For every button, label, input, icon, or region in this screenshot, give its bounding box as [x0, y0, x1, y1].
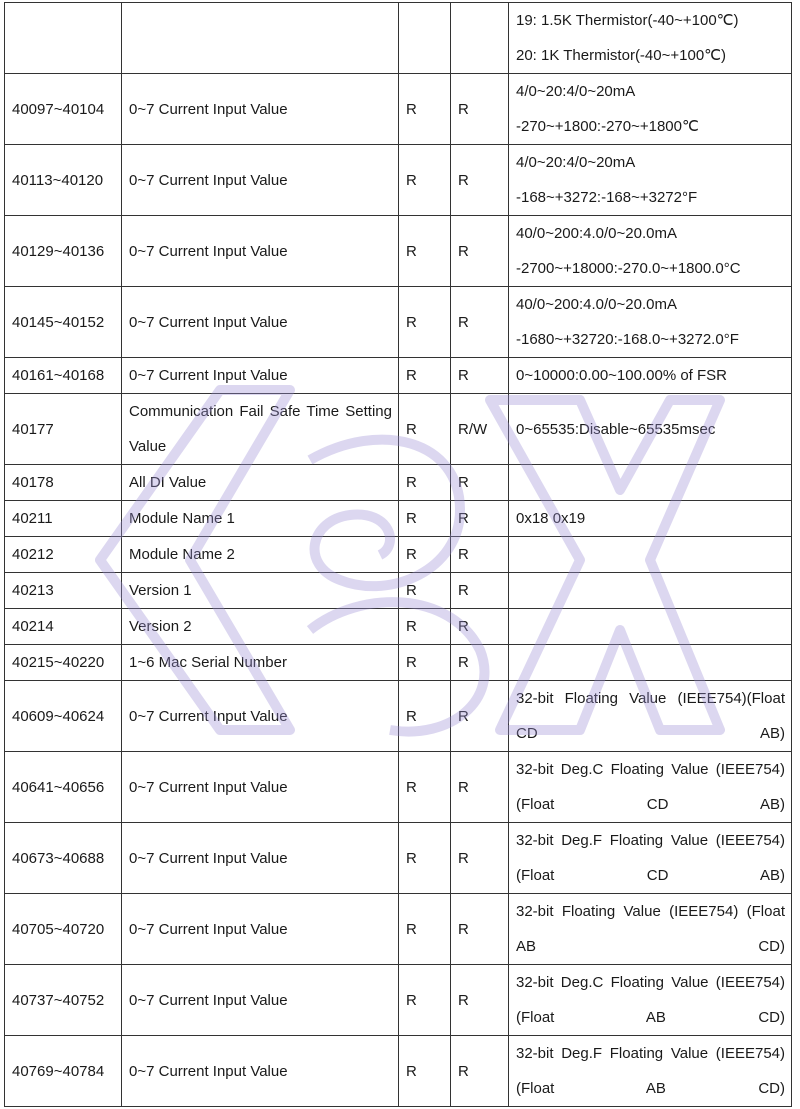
- description-cell: 0~7 Current Input Value: [122, 216, 399, 287]
- access-cell: R: [399, 965, 451, 1036]
- range-line: -2700~+18000:-270.0~+1800.0°C: [516, 260, 741, 277]
- access-cell: R: [399, 645, 451, 681]
- access-cell: R: [451, 216, 509, 287]
- address-cell: 40609~40624: [5, 681, 122, 752]
- register-table-body: [5, 3, 792, 1107]
- range-line: 32-bit Deg.C Floating Value (IEEE754)(Float CD AB): [516, 761, 785, 813]
- range-cell: [509, 965, 792, 1036]
- access-cell: R: [451, 74, 509, 145]
- access-cell: R: [451, 465, 509, 501]
- range-line: 0~10000:0.00~100.00% of FSR: [516, 367, 727, 384]
- address-cell: 40673~40688: [5, 823, 122, 894]
- access-cell: R: [399, 145, 451, 216]
- range-line: 32-bit Floating Value (IEEE754)(Float CD AB): [516, 690, 785, 742]
- range-line: 32-bit Deg.F Floating Value (IEEE754)(Float CD AB): [516, 832, 785, 884]
- description-cell: 0~7 Current Input Value: [122, 894, 399, 965]
- description-cell: 0~7 Current Input Value: [122, 965, 399, 1036]
- access-cell: R: [399, 394, 451, 465]
- range-cell: [509, 681, 792, 752]
- address-cell: 40211: [5, 501, 122, 537]
- range-line: 4/0~20:4/0~20mA: [516, 83, 636, 100]
- range-cell: [509, 358, 792, 394]
- table-row: [5, 537, 792, 573]
- address-cell: 40113~40120: [5, 145, 122, 216]
- range-cell: [509, 1036, 792, 1107]
- address-cell: 40214: [5, 609, 122, 645]
- table-row: [5, 1036, 792, 1107]
- range-line: 40/0~200:4.0/0~20.0mA: [516, 225, 677, 242]
- address-cell: 40705~40720: [5, 894, 122, 965]
- address-cell: 40769~40784: [5, 1036, 122, 1107]
- table-row: [5, 645, 792, 681]
- range-line: 0~65535:Disable~65535msec: [516, 420, 716, 438]
- table-row: [5, 823, 792, 894]
- access-cell: R: [451, 681, 509, 752]
- access-cell: R: [451, 501, 509, 537]
- range-cell: [509, 501, 792, 537]
- range-line: 32-bit Floating Value (IEEE754) (Float AB CD): [516, 903, 785, 955]
- range-line: 32-bit Deg.C Floating Value (IEEE754) (Float AB CD): [516, 974, 785, 1026]
- table-row: [5, 965, 792, 1036]
- access-cell: R: [451, 537, 509, 573]
- access-cell: R: [399, 358, 451, 394]
- table-row: [5, 74, 792, 145]
- address-cell: 40177: [5, 394, 122, 465]
- access-cell: R: [451, 645, 509, 681]
- range-cell: [509, 573, 792, 609]
- range-line: 32-bit Deg.F Floating Value (IEEE754) (Float AB CD): [516, 1045, 785, 1097]
- range-cell: [509, 394, 792, 465]
- table-row: [5, 394, 792, 465]
- access-cell: R: [399, 609, 451, 645]
- register-table: [4, 2, 792, 1107]
- access-cell: R: [399, 537, 451, 573]
- table-row: [5, 752, 792, 823]
- description-cell: 0~7 Current Input Value: [122, 752, 399, 823]
- access-cell: R: [399, 573, 451, 609]
- table-row: [5, 573, 792, 609]
- range-line: 4/0~20:4/0~20mA: [516, 154, 636, 171]
- access-cell: R: [451, 145, 509, 216]
- table-row: [5, 894, 792, 965]
- table-row: [5, 501, 792, 537]
- range-cell: [509, 645, 792, 681]
- access-cell: R: [399, 216, 451, 287]
- address-cell: 40737~40752: [5, 965, 122, 1036]
- range-cell: [509, 465, 792, 501]
- description-cell: 0~7 Current Input Value: [122, 1036, 399, 1107]
- access-cell: R: [451, 894, 509, 965]
- access-cell: R: [451, 287, 509, 358]
- address-cell: 40641~40656: [5, 752, 122, 823]
- description-cell: Version 2: [122, 609, 399, 645]
- table-row: [5, 465, 792, 501]
- address-cell: 40212: [5, 537, 122, 573]
- access-cell: R: [399, 501, 451, 537]
- description-cell: Communication Fail Safe Time Setting Value: [122, 394, 399, 465]
- table-row: [5, 145, 792, 216]
- table-row: [5, 216, 792, 287]
- access-cell: R: [451, 823, 509, 894]
- description-cell: Module Name 2: [122, 537, 399, 573]
- range-cell: [509, 752, 792, 823]
- range-line: 20: 1K Thermistor(-40~+100℃): [516, 47, 726, 64]
- range-line: -1680~+32720:-168.0~+3272.0°F: [516, 331, 739, 348]
- range-cell: [509, 537, 792, 573]
- description-cell: 0~7 Current Input Value: [122, 74, 399, 145]
- description-cell: 1~6 Mac Serial Number: [122, 645, 399, 681]
- address-cell: 40213: [5, 573, 122, 609]
- access-cell: R: [399, 752, 451, 823]
- access-cell: R: [399, 287, 451, 358]
- address-cell: 40178: [5, 465, 122, 501]
- access-cell: R: [451, 358, 509, 394]
- access-cell: [451, 3, 509, 74]
- access-cell: R: [399, 681, 451, 752]
- address-cell: 40215~40220: [5, 645, 122, 681]
- range-cell: [509, 145, 792, 216]
- access-cell: [399, 3, 451, 74]
- range-line: 40/0~200:4.0/0~20.0mA: [516, 296, 677, 313]
- range-cell: [509, 823, 792, 894]
- table-row: [5, 3, 792, 74]
- address-cell: 40097~40104: [5, 74, 122, 145]
- range-cell: [509, 216, 792, 287]
- range-line: 0x18 0x19: [516, 510, 586, 527]
- range-line: -270~+1800:-270~+1800℃: [516, 118, 699, 135]
- description-cell: Module Name 1: [122, 501, 399, 537]
- description-cell: [122, 3, 399, 74]
- description-cell: Version 1: [122, 573, 399, 609]
- access-cell: R: [451, 965, 509, 1036]
- access-cell: R: [451, 573, 509, 609]
- range-line: -168~+3272:-168~+3272°F: [516, 189, 698, 206]
- range-cell: [509, 287, 792, 358]
- range-cell: [509, 74, 792, 145]
- access-cell: R: [399, 823, 451, 894]
- table-row: [5, 358, 792, 394]
- access-cell: R: [451, 1036, 509, 1107]
- description-cell: 0~7 Current Input Value: [122, 287, 399, 358]
- table-row: [5, 287, 792, 358]
- range-cell: [509, 3, 792, 74]
- description-cell: 0~7 Current Input Value: [122, 358, 399, 394]
- address-cell: 40161~40168: [5, 358, 122, 394]
- access-cell: R: [399, 894, 451, 965]
- range-cell: [509, 609, 792, 645]
- description-cell: 0~7 Current Input Value: [122, 681, 399, 752]
- address-cell: [5, 3, 122, 74]
- access-cell: R: [451, 752, 509, 823]
- description-cell: 0~7 Current Input Value: [122, 145, 399, 216]
- access-cell: R/W: [451, 394, 509, 465]
- access-cell: R: [399, 74, 451, 145]
- table-row: [5, 681, 792, 752]
- address-cell: 40145~40152: [5, 287, 122, 358]
- range-cell: [509, 894, 792, 965]
- range-line: 19: 1.5K Thermistor(-40~+100℃): [516, 12, 739, 29]
- table-row: [5, 609, 792, 645]
- access-cell: R: [451, 609, 509, 645]
- description-cell: All DI Value: [122, 465, 399, 501]
- access-cell: R: [399, 465, 451, 501]
- access-cell: R: [399, 1036, 451, 1107]
- description-cell: 0~7 Current Input Value: [122, 823, 399, 894]
- address-cell: 40129~40136: [5, 216, 122, 287]
